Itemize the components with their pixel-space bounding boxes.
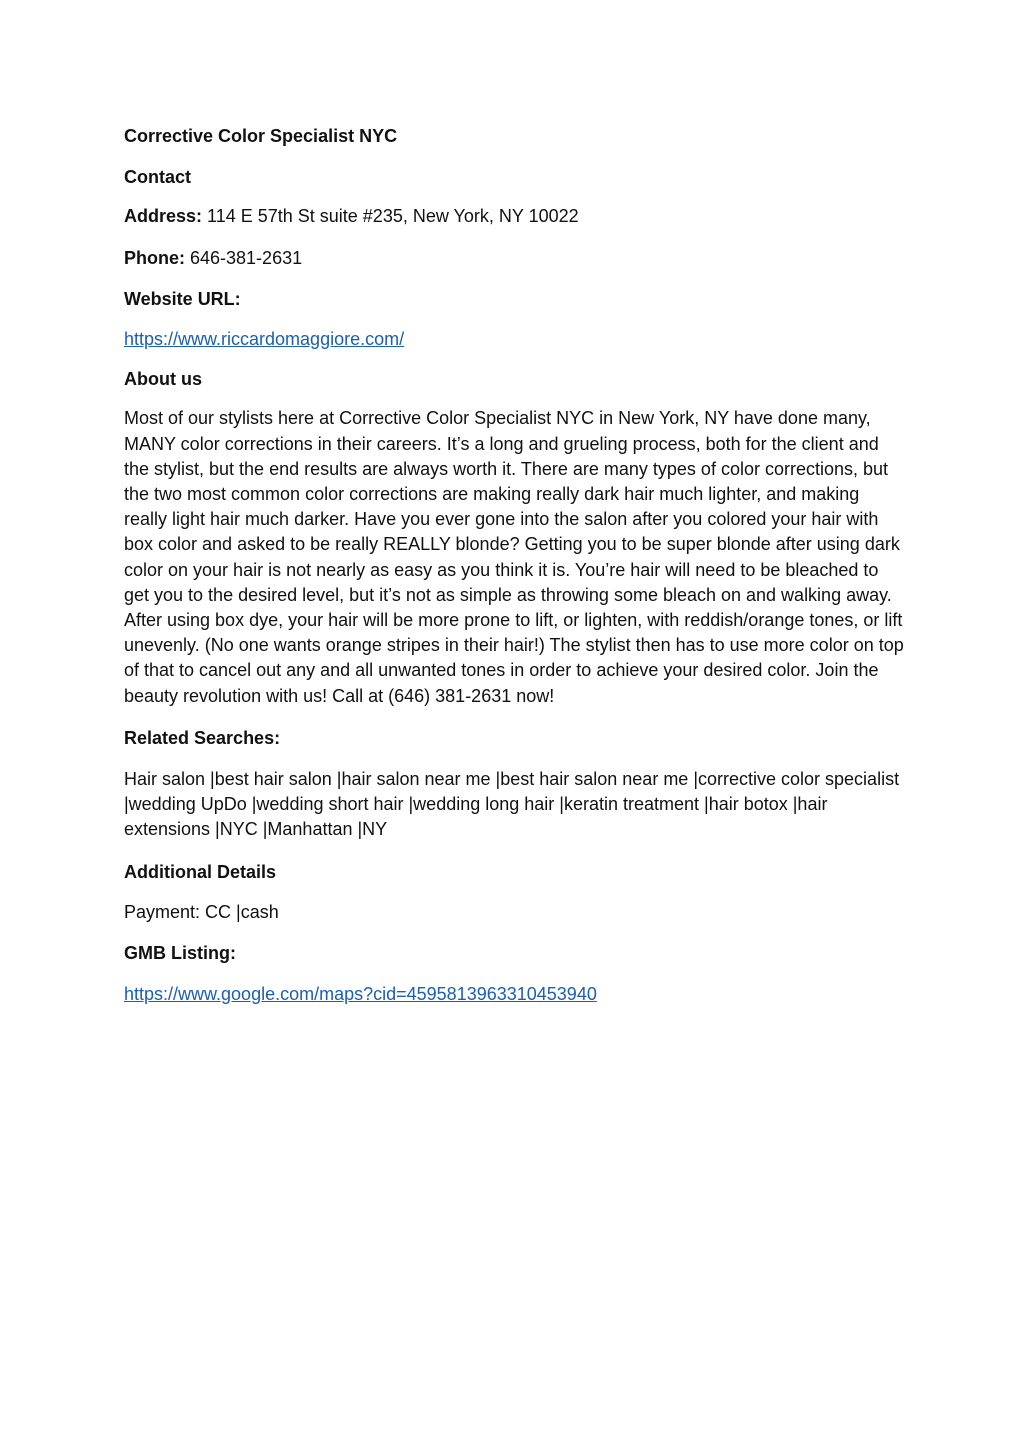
website-line bbox=[124, 327, 904, 352]
about-heading: About us bbox=[124, 369, 202, 390]
document-page bbox=[124, 124, 904, 1007]
website-label: Website URL: bbox=[124, 288, 241, 309]
about-body: Most of our stylists here at Corrective Color Specialist NYC in New York, NY have done many, MANY color corrections in their careers. It’s a long and grueling process, both for the client and the stylist, but the end results are always worth it. There are many types of color corrections, but the two most common color corrections are making really dark hair much lighter, and making really light hair much darker. Have you ever gone into the salon after you colored your hair with box color and asked to be really REALLY blonde? Getting you to be super blonde after using dark color on your hair is not nearly as easy as you think it is. You’re hair will need to be bleached to get you to the desired level, but it’s not as simple as throwing some bleach on and walking away. After using box dye, your hair will be more prone to lift, or lighten, with reddish/orange tones, or lift unevenly. (No one wants orange stripes in their hair!) The stylist then has to use more color on top of that to cancel out any and all unwanted tones in order to achieve your desired color. Join the beauty revolution with us! Call at (646) 381-2631 now! bbox=[124, 408, 904, 706]
related-body: Hair salon |best hair salon |hair salon near me |best hair salon near me |corrective color specialist |wedding UpDo |wedding short hair |wedding long hair |keratin treatment |hair botox |hair extensions |NYC |Manhattan |NY bbox=[124, 769, 900, 840]
additional-heading: Additional Details bbox=[124, 861, 277, 882]
address-value: 114 E 57th St suite #235, New York, NY 10022 bbox=[202, 206, 579, 227]
document-title: Corrective Color Specialist NYC bbox=[124, 126, 398, 146]
related-heading: Related Searches: bbox=[124, 727, 281, 748]
gmb-link[interactable]: https://www.google.com/maps?cid=4595813963310453940 bbox=[124, 984, 597, 1005]
phone-value: 646-381-2631 bbox=[185, 247, 303, 268]
website-link[interactable]: https://www.riccardomaggiore.com/ bbox=[124, 329, 405, 350]
contact-heading: Contact bbox=[124, 167, 191, 188]
payment-line: Payment: CC |cash bbox=[124, 901, 279, 922]
gmb-heading: GMB Listing: bbox=[124, 943, 236, 964]
address-label: Address: bbox=[124, 206, 203, 227]
gmb-line bbox=[124, 982, 904, 1007]
phone-label: Phone: bbox=[124, 247, 185, 268]
phone-line bbox=[124, 246, 904, 271]
address-line bbox=[124, 204, 904, 229]
